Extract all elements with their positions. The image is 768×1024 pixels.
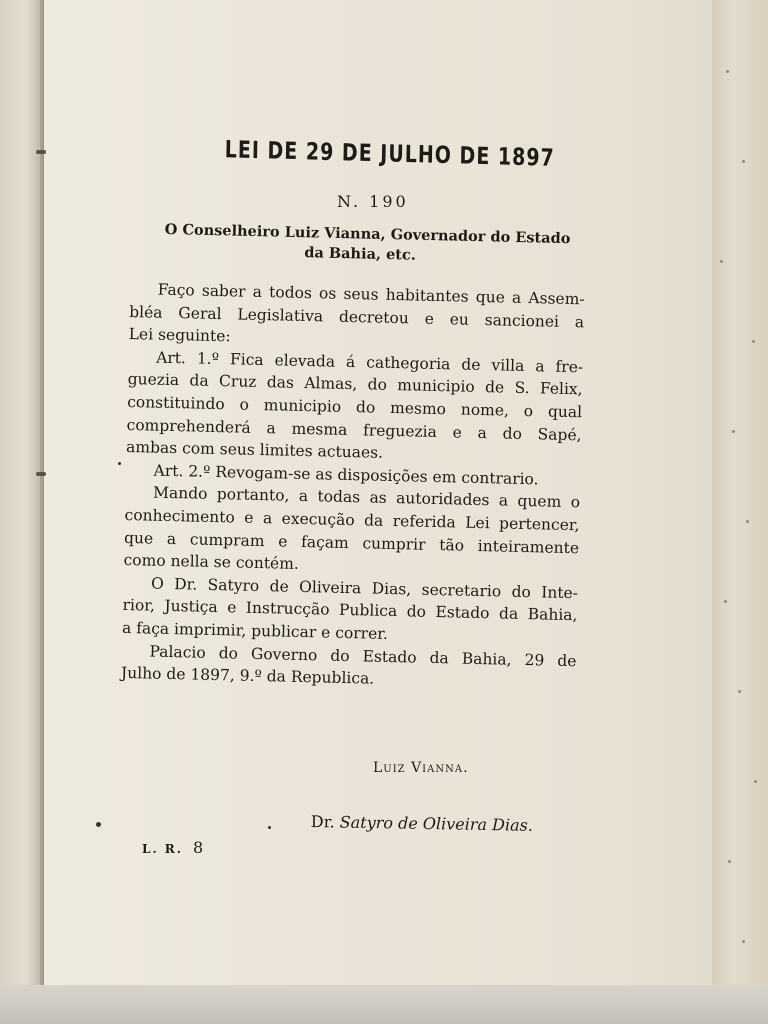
body-line: Faço saber a todos os seus habitantes que a Assem- <box>157 280 585 309</box>
footer-mark-number: 8 <box>192 838 204 857</box>
body-line: conhecimento e a execução da referida Lei pertencer, <box>124 505 580 535</box>
body-line: Art. 1.º Fica elevada á cathegoria de villa a fre- <box>156 348 584 377</box>
preamble <box>164 220 571 269</box>
signature-secretary <box>311 812 533 835</box>
bottom-edge <box>0 985 768 1024</box>
body-line: ambas com seus limites actuaes. <box>125 438 384 462</box>
body-line: que a cumpram e façam cumprir tão inteiramente <box>123 528 580 557</box>
body-line: rior, Justiça e Instrucção Publica do Estado da Bahia, <box>122 596 578 625</box>
signature-secretary-prefix: Dr. <box>310 812 335 832</box>
footer-signature-mark <box>142 838 203 857</box>
body-line: Lei seguinte: <box>128 325 231 346</box>
body-line: Palacio do Governo do Estado da Bahia, 29 de <box>149 642 577 670</box>
body-line: Art. 2.º Revogam-se as disposições em contrario. <box>153 461 539 489</box>
body-line: a faça imprimir, publicar e correr. <box>121 618 389 643</box>
right-paper-strip <box>712 0 768 1024</box>
body-line: como nella se contém. <box>123 551 300 574</box>
body-line: constituindo o municipio do mesmo nome, o qual <box>126 392 583 422</box>
body-line: bléa Geral Legislativa decretou e eu sancionei a <box>129 302 585 331</box>
binding-stitch <box>36 472 46 476</box>
body-line: comprehenderá a mesma freguezia e a do Sapé, <box>126 415 582 444</box>
body-line: O Dr. Satyro de Oliveira Dias, secretario do Inte- <box>150 574 579 602</box>
ink-speck <box>268 826 271 829</box>
law-body <box>121 278 585 695</box>
footer-mark-label: L. R. <box>142 842 183 856</box>
law-title: LEI DE 29 DE JULHO DE 1897 <box>224 136 556 173</box>
binding-stitch <box>36 150 46 154</box>
signature-secretary-name: Satyro de Oliveira Dias. <box>339 812 534 835</box>
signature-governor: Luiz Vianna. <box>373 760 469 776</box>
preamble-line-1: O Conselheiro Luiz Vianna, Governador do Estado <box>164 220 571 248</box>
ink-speck <box>96 822 101 827</box>
law-number: N. 190 <box>337 192 409 211</box>
preamble-line-2: da Bahia, etc. <box>304 244 417 264</box>
body-line: guezia da Cruz das Almas, do municipio de S. Felix, <box>127 370 583 399</box>
body-line: Julho de 1897, 9.º da Republica. <box>120 663 375 688</box>
body-line: Mando portanto, a todas as autoridades a quem o <box>152 483 581 512</box>
ink-speck <box>118 462 121 465</box>
